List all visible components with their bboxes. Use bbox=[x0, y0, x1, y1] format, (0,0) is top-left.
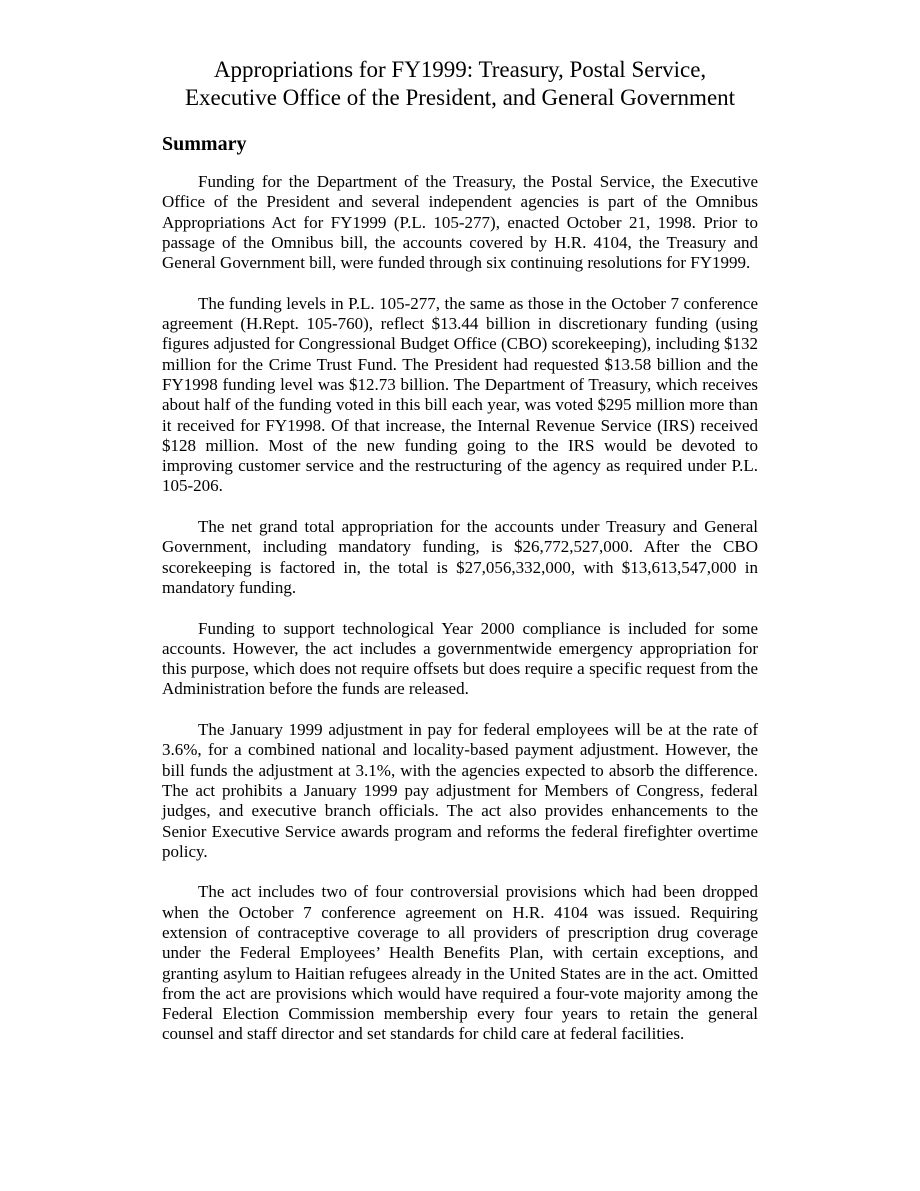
title-line-2: Executive Office of the President, and General Government bbox=[184, 85, 736, 110]
paragraph-controversial-provisions: The act includes two of four controversial provisions which had been dropped when the October 7 conference agreement on H.R. 4104 was issued. Requiring extension of contraceptive coverage to all providers of prescription drug coverage under the Federal Employees’ Health Benefits Plan, with certain exceptions, and granting asylum to Haitian refugees already in the United States are in the act. Omitted from the act are provisions which would have required a four-vote majority among the Federal Election Commission membership every four years to retain the general counsel and staff director and set standards for child care at federal facilities. bbox=[162, 882, 758, 1044]
paragraph-funding-levels: The funding levels in P.L. 105-277, the same as those in the October 7 conference agreement (H.Rept. 105-760), reflect $13.44 billion in discretionary funding (using figures adjusted for Congressional Budget Office (CBO) scorekeeping), including $132 million for the Crime Trust Fund. The President had requested $13.58 billion and the FY1998 funding level was $12.73 billion. The Department of Treasury, which receives about half of the funding voted in this bill each year, was voted $295 million more than it received for FY1998. Of that increase, the Internal Revenue Service (IRS) received $128 million. Most of the new funding going to the IRS would be devoted to improving customer service and the restructuring of the agency as required under P.L. 105-206. bbox=[162, 293, 758, 496]
section-heading-summary: Summary bbox=[162, 133, 247, 155]
paragraph-grand-total: The net grand total appropriation for the accounts under Treasury and General Government, including mandatory funding, is $26,772,527,000. After the CBO scorekeeping is factored in, the total is $27,056,332,000, with $13,613,547,000 in mandatory funding. bbox=[162, 517, 758, 597]
title-line-1: Appropriations for FY1999: Treasury, Postal Service, bbox=[213, 57, 707, 82]
document-page bbox=[162, 56, 758, 1065]
paragraph-funding-overview: Funding for the Department of the Treasury, the Postal Service, the Executive Office of the President and several independent agencies is part of the Omnibus Appropriations Act for FY1999 (P.L. 105-277), enacted October 21, 1998. Prior to passage of the Omnibus bill, the accounts covered by H.R. 4104, the Treasury and General Government bill, were funded through six continuing resolutions for FY1999. bbox=[162, 172, 758, 273]
paragraph-year-2000: Funding to support technological Year 2000 compliance is included for some accounts. However, the act includes a governmentwide emergency appropriation for this purpose, which does not require offsets but does require a specific request from the Administration before the funds are released. bbox=[162, 618, 758, 699]
paragraph-pay-adjustment: The January 1999 adjustment in pay for federal employees will be at the rate of 3.6%, for a combined national and locality-based payment adjustment. However, the bill funds the adjustment at 3.1%, with the agencies expected to absorb the difference. The act prohibits a January 1999 pay adjustment for Members of Congress, federal judges, and executive branch officials. The act also provides enhancements to the Senior Executive Service awards program and reforms the federal firefighter overtime policy. bbox=[162, 720, 758, 861]
document-title bbox=[142, 56, 778, 112]
